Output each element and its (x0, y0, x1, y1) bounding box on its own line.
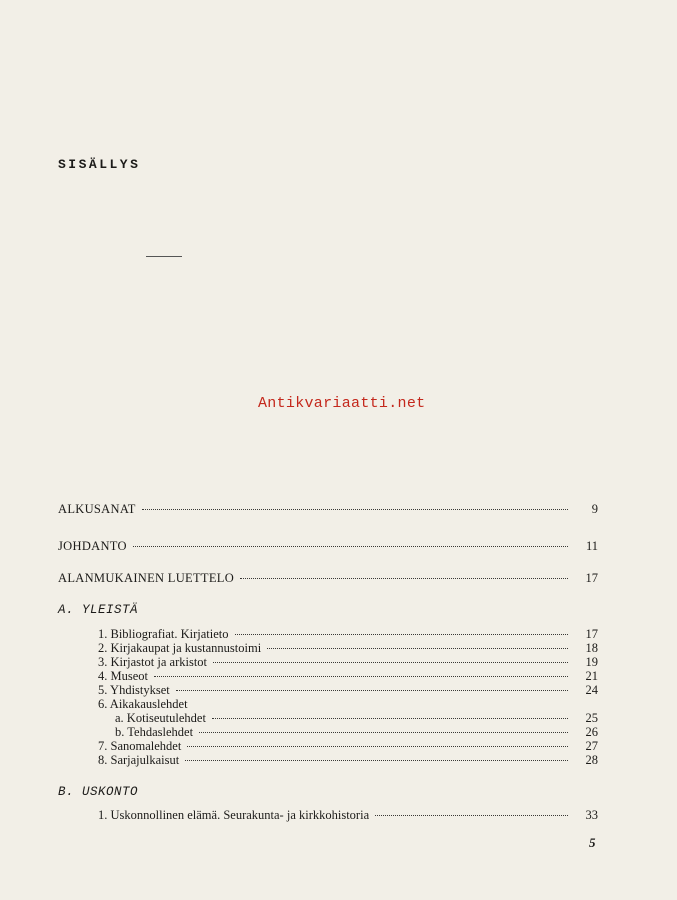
toc-entry: 1. Bibliografiat. Kirjatieto 17 (98, 627, 598, 641)
toc-entry: 4. Museot 21 (98, 669, 598, 683)
toc-entry: 8. Sarjajulkaisut 28 (98, 753, 598, 767)
toc-entry: 7. Sanomalehdet 27 (98, 739, 598, 753)
dot-leader (185, 760, 568, 761)
page-ref: 19 (585, 655, 598, 669)
dot-leader (133, 546, 568, 547)
contents-heading: SISÄLLYS (58, 157, 141, 172)
page-ref: 27 (585, 739, 598, 753)
toc-entry: 3. Kirjastot ja arkistot 19 (98, 655, 598, 669)
page-ref: 9 (591, 502, 598, 516)
section-a-title: A. YLEISTÄ (58, 603, 139, 617)
dot-leader (176, 690, 568, 691)
toc-entry: 5. Yhdistykset 24 (98, 683, 598, 697)
page-ref: 17 (585, 627, 598, 641)
dot-leader (235, 634, 568, 635)
page-ref: 11 (585, 539, 598, 553)
page-ref: 26 (585, 725, 598, 739)
page-number: 5 (589, 835, 596, 850)
page-ref: 28 (585, 753, 598, 767)
short-rule (146, 256, 182, 257)
toc-entry: 2. Kirjakaupat ja kustannustoimi 18 (98, 641, 598, 655)
page-ref: 25 (585, 711, 598, 725)
toc-entry: b. Tehdaslehdet 26 (115, 725, 598, 739)
page-ref: 17 (585, 571, 598, 585)
toc-group-aikakauslehdet: 6. Aikakauslehdet (98, 697, 188, 711)
dot-leader (142, 509, 568, 510)
dot-leader (212, 718, 568, 719)
dot-leader (213, 662, 568, 663)
dot-leader (187, 746, 568, 747)
dot-leader (154, 676, 568, 677)
dot-leader (240, 578, 568, 579)
dot-leader (375, 815, 568, 816)
toc-entry-johdanto: JOHDANTO 11 (58, 539, 598, 553)
dot-leader (267, 648, 568, 649)
dot-leader (199, 732, 568, 733)
page-ref: 18 (585, 641, 598, 655)
watermark: Antikvariaatti.net (258, 395, 426, 412)
page-ref: 21 (585, 669, 598, 683)
section-b-title: B. USKONTO (58, 785, 139, 799)
toc-entry: 1. Uskonnollinen elämä. Seurakunta- ja kirkkohistoria 33 (98, 808, 598, 822)
toc-entry-alkusanat: ALKUSANAT 9 (58, 502, 598, 516)
toc-entry-alanmukainen-luettelo: ALANMUKAINEN LUETTELO 17 (58, 571, 598, 585)
page-ref: 24 (585, 683, 598, 697)
toc-entry: a. Kotiseutulehdet 25 (115, 711, 598, 725)
page-ref: 33 (585, 808, 598, 822)
